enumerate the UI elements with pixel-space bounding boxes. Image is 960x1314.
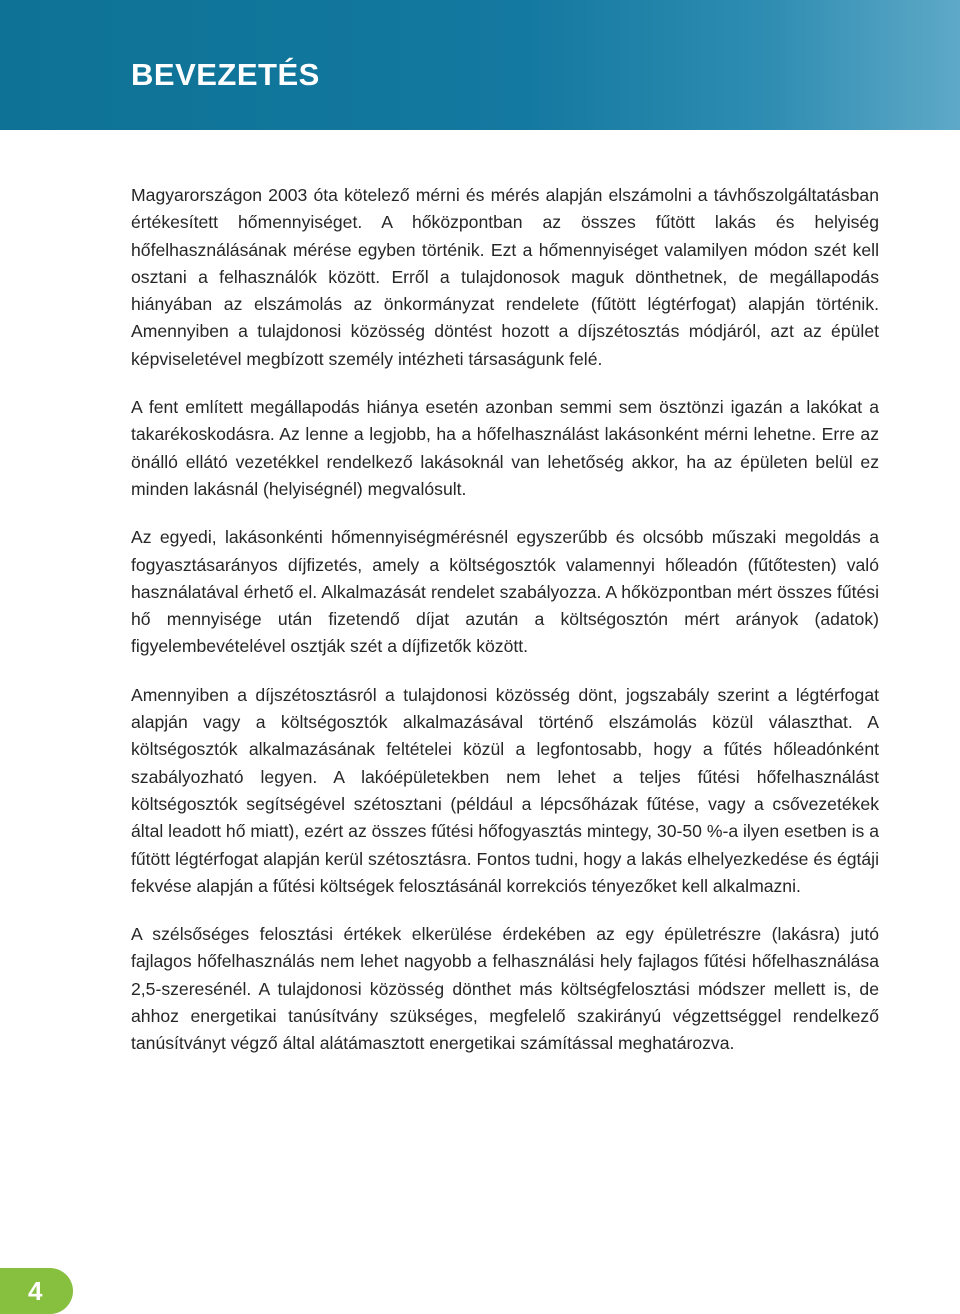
paragraph-5: A szélsőséges felosztási értékek elkerülése érdekében az egy épületrészre (lakásra) jutó fajlagos hőfelhasználás nem lehet nagyobb a felhasználási hely fajlagos fűtési hőfelhasználása 2,5-szeresénél. A tulajdonosi közösség dönthet más költségfelosztási módszer mellett is, de ahhoz energetikai tanúsítvány szükséges, megfelelő szakirányú végzettséggel rendelkező tanúsítványt végző által alátámasztott energetikai számítással meghatározva. xyxy=(131,924,879,1054)
header-band xyxy=(0,0,960,130)
body-text xyxy=(131,182,879,1079)
page-number: 4 xyxy=(28,1276,43,1306)
paragraph-3: Az egyedi, lakásonkénti hőmennyiségmérésnél egyszerűbb és olcsóbb műszaki megoldás a fogyasztásarányos díjfizetés, amely a költségosztók valamennyi hőleadón (fűtőtesten) való használatával érhető el. Alkalmazását rendelet szabályozza. A hőközpontban mért összes fűtési hő mennyisége után fizetendő díjat azután a költségosztón mért arányok (adatok) figyelembevételével osztják szét a díjfizetők között. xyxy=(131,527,879,657)
paragraph-4: Amennyiben a díjszétosztásról a tulajdonosi közösség dönt, jogszabály szerint a légtérfogat alapján vagy a költségosztók alkalmazásával történő elszámolás közül választhat. A költségosztók alkalmazásának feltételei közül a legfontosabb, hogy a fűtés hőleadónként szabályozható legyen. A lakóépületekben nem lehet a teljes fűtési hőfelhasználást költségosztók segítségével szétosztani (például a lépcsőházak fűtése, vagy a csővezetékek által leadott hő miatt), ezért az összes fűtési hőfogyasztás mintegy, 30-50 %-a ilyen esetben is a fűtött légtérfogat alapján kerül szétosztásra. Fontos tudni, hogy a lakás elhelyezkedése és égtáji fekvése alapján a fűtési költségek felosztásánál korrekciós tényezőket kell alkalmazni. xyxy=(131,684,879,896)
page-title: BEVEZETÉS xyxy=(131,57,320,92)
page-number-tab xyxy=(0,1268,73,1314)
paragraph-2: A fent említett megállapodás hiánya esetén azonban semmi sem ösztönzi igazán a lakókat a takarékoskodásra. Az lenne a legjobb, ha a hőfelhasználást lakásonként mérni lehetne. Erre az önálló ellátó vezetékkel rendelkező lakásoknál van lehetőség akkor, ha az épületen belül ez minden lakásnál (helyiségnél) megvalósult. xyxy=(131,397,879,499)
paragraph-1: Magyarországon 2003 óta kötelező mérni és mérés alapján elszámolni a távhőszolgáltatásban értékesített hőmennyiséget. A hőközpontban az összes fűtött lakás és helyiség hőfelhasználásának mérése egyben történik. Ezt a hőmennyiséget valamilyen módon szét kell osztani a felhasználók között. Erről a tulajdonosok maguk dönthetnek, de megállapodás hiányában az elszámolás az önkormányzat rendelete (fűtött légtérfogat) alapján történik. Amennyiben a tulajdonosi közösség döntést hozott a díjszétosztás módjáról, azt az épület képviseletével megbízott személy intézheti társaságunk felé. xyxy=(131,185,879,369)
